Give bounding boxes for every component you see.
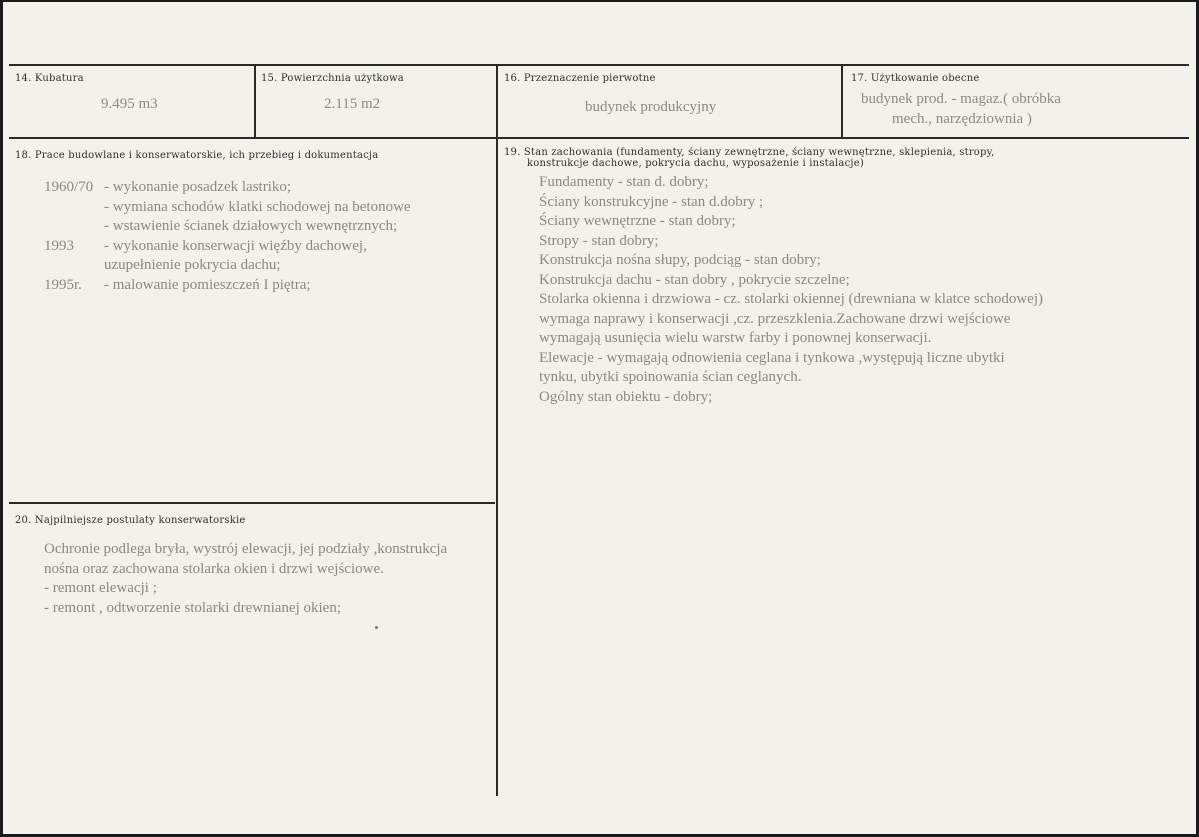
field-20-text xyxy=(44,540,447,618)
field-18-label: 18. Prace budowlane i konserwatorskie, ich przebieg i dokumentacja xyxy=(15,150,379,161)
field-18-entries xyxy=(44,178,411,295)
condition-line: wymaga naprawy i konserwacji ,cz. przeszklenia.Zachowane drzwi wejściowe xyxy=(539,310,1011,327)
ink-speck xyxy=(375,626,378,629)
field-16-label: 16. Przeznaczenie pierwotne xyxy=(504,73,656,84)
condition-line: tynku, ubytki spoinowania ścian ceglanych. xyxy=(539,369,802,385)
postulate-line: - remont , odtworzenie stolarki drewnianej okien; xyxy=(44,599,341,616)
entry-text: - wstawienie ścianek działowych wewnętrznych; xyxy=(104,218,398,234)
entry-text: - wykonanie posadzek lastriko; xyxy=(104,179,292,195)
entry-year xyxy=(44,217,104,237)
field-17-value-line-1: budynek prod. - magaz.( obróbka xyxy=(861,91,1061,107)
field-14-label: 14. Kubatura xyxy=(15,73,84,84)
entry-text: - malowanie pomieszczeń I piętra; xyxy=(104,276,311,293)
col-divider-1 xyxy=(254,66,256,137)
conservation-record-card xyxy=(3,2,1196,834)
postulate-line: nośna oraz zachowana stolarka okien i drzwi wejściowe. xyxy=(44,560,384,577)
field-19-label-line-2: konstrukcje dachowe, pokrycia dachu, wyposażenie i instalacje) xyxy=(527,158,864,169)
entry-row xyxy=(44,256,411,276)
condition-line: Fundamenty - stan d. dobry; xyxy=(539,174,709,190)
field-14-value: 9.495 m3 xyxy=(101,96,158,112)
condition-line: Stolarka okienna i drzwiowa - cz. stolarki okiennej (drewniana w klatce schodowej) xyxy=(539,291,1043,307)
entry-year xyxy=(44,198,104,218)
condition-line: Konstrukcja nośna słupy, podciąg - stan dobry; xyxy=(539,252,821,268)
field-15-label: 15. Powierzchnia użytkowa xyxy=(261,73,404,84)
row-divider-2 xyxy=(9,502,495,504)
col-divider-2 xyxy=(496,66,498,796)
entry-row xyxy=(44,178,411,198)
condition-line: Konstrukcja dachu - stan dobry , pokrycie szczelne; xyxy=(539,271,850,288)
entry-year xyxy=(44,256,104,276)
entry-row xyxy=(44,217,411,237)
condition-line: Ściany konstrukcyjne - stan d.dobry ; xyxy=(539,193,764,210)
entry-text: uzupełnienie pokrycia dachu; xyxy=(104,257,281,273)
postulate-line: Ochronie podlega bryła, wystrój elewacji, jej podziały ,konstrukcja xyxy=(44,541,448,557)
entry-text: - wykonanie konserwacji więźby dachowej, xyxy=(104,237,367,254)
field-19-label-line-1: 19. Stan zachowania (fundamenty, ściany zewnętrzne, ściany wewnętrzne, sklepienia, stropy, xyxy=(504,147,995,158)
condition-line: wymagają usunięcia wielu warstw farby i ponownej konserwacji. xyxy=(539,330,932,346)
entry-row xyxy=(44,198,411,218)
entry-text: - wymiana schodów klatki schodowej na betonowe xyxy=(104,198,411,215)
top-border xyxy=(9,64,1189,66)
condition-line: Elewacje - wymagają odnowienia ceglana i tynkowa ,występują liczne ubytki xyxy=(539,349,1005,366)
row-divider-1 xyxy=(9,137,1189,139)
condition-line: Stropy - stan dobry; xyxy=(539,232,659,249)
entry-year: 1960/70 xyxy=(44,179,94,195)
entry-row xyxy=(44,237,411,257)
field-15-value: 2.115 m2 xyxy=(324,96,381,112)
field-17-value-line-2: mech., narzędziownia ) xyxy=(892,111,1032,127)
col-divider-3 xyxy=(841,66,843,137)
entry-row xyxy=(44,276,411,296)
condition-line: Ściany wewnętrzne - stan dobry; xyxy=(539,213,736,229)
entry-year: 1993 xyxy=(44,237,74,254)
field-16-value: budynek produkcyjny xyxy=(585,99,717,115)
field-17-label: 17. Użytkowanie obecne xyxy=(851,73,980,84)
field-19-text xyxy=(539,173,1043,407)
entry-year: 1995r. xyxy=(44,276,82,293)
field-20-label: 20. Najpilniejsze postulaty konserwatorskie xyxy=(15,515,246,526)
postulate-line: - remont elewacji ; xyxy=(44,580,157,596)
condition-line: Ogólny stan obiektu - dobry; xyxy=(539,388,713,405)
